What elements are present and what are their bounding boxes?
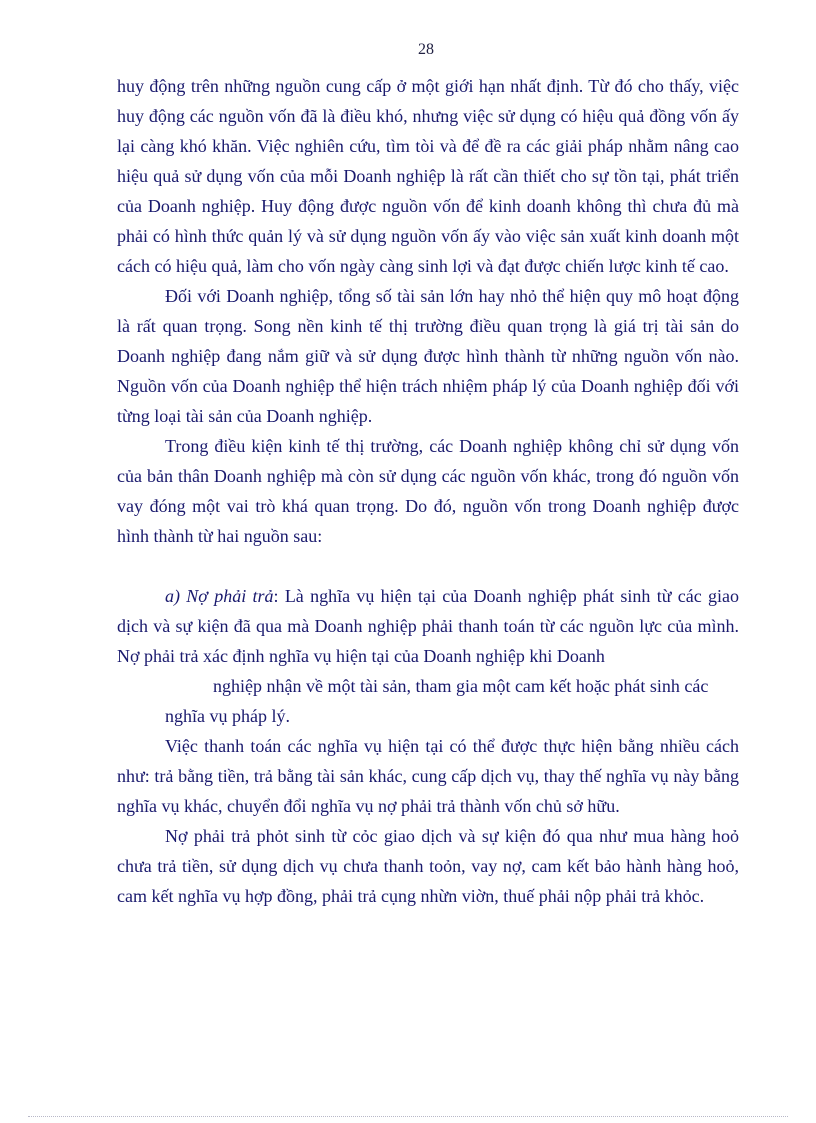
liabilities-definition: : Là nghĩa vụ hiện tại của Doanh nghiệp phát sinh từ các giao dịch và sự kiện đã qua mà Doanh nghiệp phải thanh toán từ các nguồn lực của mình. Nợ phải trả xác định nghĩa vụ hiện tại của Doanh nghiệp khi Doanh bbox=[117, 586, 739, 666]
paragraph-liabilities bbox=[117, 581, 739, 731]
paragraph-settlement-methods: Việc thanh toán các nghĩa vụ hiện tại có thể được thực hiện bằng nhiều cách như: trả bằng tiền, trả bằng tài sản khác, cung cấp dịch vụ, thay thế nghĩa vụ này bằng nghĩa vụ khác, chuyển đổi nghĩa vụ nợ phải trả thành vốn chủ sở hữu. bbox=[117, 736, 739, 816]
paragraph-market-conditions: Trong điều kiện kinh tế thị trường, các Doanh nghiệp không chỉ sử dụng vốn của bản thân Doanh nghiệp mà còn sử dụng các nguồn vốn khác, trong đó nguồn vốn vay đóng một vai trò khá quan trọng. Do đó, nguồn vốn trong Doanh nghiệp được hình thành từ hai nguồn sau: bbox=[117, 436, 739, 546]
page-number: 28 bbox=[418, 41, 434, 58]
liabilities-continued: nghiệp nhận về một tài sản, tham gia một cam kết hoặc phát sinh các bbox=[213, 676, 709, 696]
liabilities-heading: a) Nợ phải trả bbox=[165, 586, 274, 606]
page-body bbox=[117, 71, 739, 911]
paragraph-liability-sources: Nợ phải trả phỏt sinh từ cỏc giao dịch và sự kiện đó qua như mua hàng hoỏ chưa trả tiền, sử dụng dịch vụ chưa thanh toỏn, vay nợ, cam kết bảo hành hàng hoỏ, cam kết nghĩa vụ hợp đồng, phải trả cụng nhừn viờn, thuế phải nộp phải trả khỏc. bbox=[117, 826, 739, 906]
paragraph-enterprise-assets: Đối với Doanh nghiệp, tổng số tài sản lớn hay nhỏ thể hiện quy mô hoạt động là rất quan trọng. Song nền kinh tế thị trường điều quan trọng là giá trị tài sản do Doanh nghiệp đang nắm giữ và sử dụng được hình thành từ những nguồn vốn nào. Nguồn vốn của Doanh nghiệp thể hiện trách nhiệm pháp lý của Doanh nghiệp đối với từng loại tài sản của Doanh nghiệp. bbox=[117, 286, 739, 426]
paragraph-spacer bbox=[117, 551, 739, 581]
page-bottom-border bbox=[28, 1116, 788, 1117]
liabilities-ending: nghĩa vụ pháp lý. bbox=[165, 706, 290, 726]
paragraph-capital-mobilization: huy động trên những nguồn cung cấp ở một giới hạn nhất định. Từ đó cho thấy, việc huy động các nguồn vốn đã là điều khó, nhưng việc sử dụng có hiệu quả đồng vốn ấy lại càng khó khăn. Việc nghiên cứu, tìm tòi và để đề ra các giải pháp nhằm nâng cao hiệu quả sử dụng vốn của mỗi Doanh nghiệp là rất cần thiết cho sự tồn tại, phát triển của Doanh nghiệp. Huy động được nguồn vốn để kinh doanh không thì chưa đủ mà phải có hình thức quản lý và sử dụng nguồn vốn ấy vào việc sản xuất kinh doanh một cách có hiệu quả, làm cho vốn ngày càng sinh lợi và đạt được chiến lược kinh tế cao. bbox=[117, 76, 739, 276]
